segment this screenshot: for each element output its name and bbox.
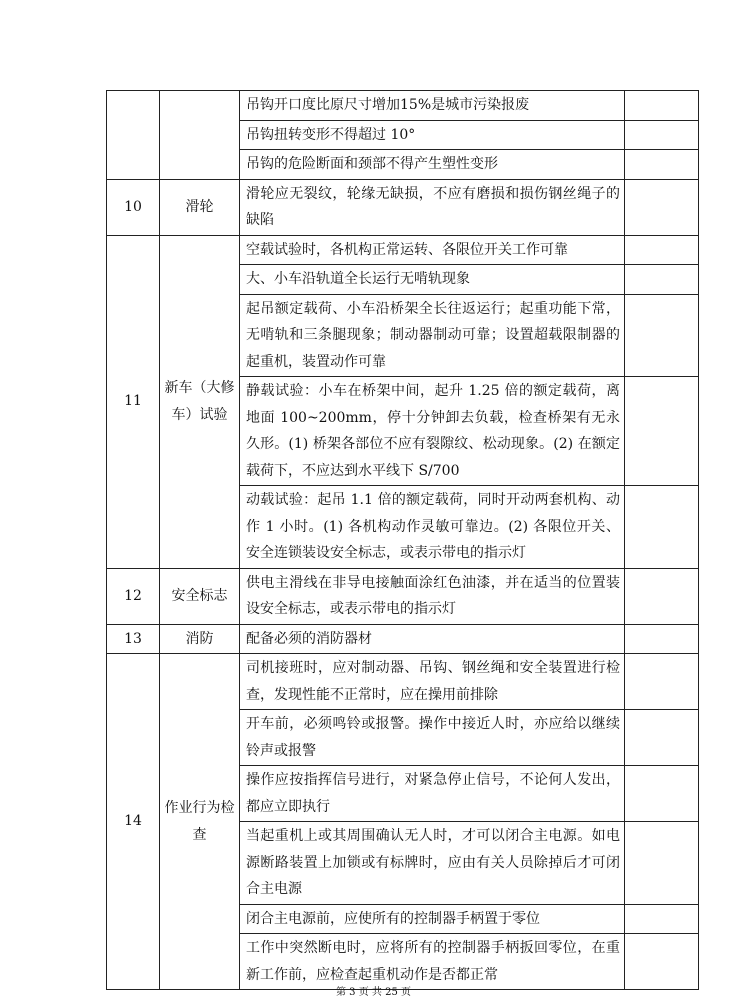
requirement-text: 当起重机上或其周围确认无人时，才可以闭合主电源。如电源断路装置上加锁或有标牌时，应由有关人员除掉后才可闭合主电源 bbox=[240, 822, 625, 905]
check-cell bbox=[625, 904, 699, 934]
check-cell bbox=[625, 294, 699, 377]
table-row bbox=[107, 624, 699, 654]
table-row bbox=[107, 179, 699, 235]
row-number: 10 bbox=[107, 179, 160, 235]
table-row bbox=[107, 568, 699, 624]
check-cell bbox=[625, 654, 699, 710]
row-number bbox=[107, 91, 160, 180]
requirement-text: 吊钩的危险断面和颈部不得产生塑性变形 bbox=[240, 150, 625, 180]
item-name bbox=[160, 91, 240, 180]
row-number: 13 bbox=[107, 624, 160, 654]
check-cell bbox=[625, 710, 699, 766]
requirement-text: 吊钩扭转变形不得超过 10° bbox=[240, 120, 625, 150]
requirement-text: 起吊额定载荷、小车沿桥架全长往返运行；起重功能下常，无啃轨和三条腿现象；制动器制动可靠；设置超载限制器的起重机，装置动作可靠 bbox=[240, 294, 625, 377]
requirement-text: 动载试验：起吊 1.1 倍的额定载荷，同时开动两套机构、动作 1 小时。(1) 各机构动作灵敏可靠边。(2) 各限位开关、安全连锁装设安全标志，或表示带电的指示灯 bbox=[240, 486, 625, 569]
row-number: 14 bbox=[107, 654, 160, 990]
item-name: 安全标志 bbox=[160, 568, 240, 624]
check-cell bbox=[625, 120, 699, 150]
requirement-text: 开车前，必须鸣铃或报警。操作中接近人时，亦应给以继续铃声或报警 bbox=[240, 710, 625, 766]
requirement-text: 滑轮应无裂纹，轮缘无缺损，不应有磨损和损伤钢丝绳子的缺陷 bbox=[240, 179, 625, 235]
page-footer: 第 3 页 共 25 页 bbox=[336, 987, 411, 998]
check-cell bbox=[625, 934, 699, 990]
requirement-text: 操作应按指挥信号进行，对紧急停止信号，不论何人发出，都应立即执行 bbox=[240, 766, 625, 822]
check-cell bbox=[625, 235, 699, 265]
check-cell bbox=[625, 568, 699, 624]
requirement-text: 吊钩开口度比原尺寸增加15%是城市污染报废 bbox=[240, 91, 625, 121]
requirement-text: 工作中突然断电时，应将所有的控制器手柄扳回零位，在重新工作前，应检查起重机动作是否都正常 bbox=[240, 934, 625, 990]
requirement-text: 配备必须的消防器材 bbox=[240, 624, 625, 654]
check-cell bbox=[625, 624, 699, 654]
check-cell bbox=[625, 766, 699, 822]
check-cell bbox=[625, 179, 699, 235]
requirement-text: 静载试验：小车在桥架中间，起升 1.25 倍的额定载荷，离地面 100~200mm，停十分钟卸去负载，检查桥架有无永久形。(1) 桥架各部位不应有裂隙纹、松动现象。(2) 在额定载荷下，不应达到水平线下 S/700 bbox=[240, 377, 625, 486]
requirement-text: 供电主滑线在非导电接触面涂红色油漆，并在适当的位置装设安全标志，或表示带电的指示灯 bbox=[240, 568, 625, 624]
requirement-text: 司机接班时，应对制动器、吊钩、钢丝绳和安全装置进行检查，发现性能不正常时，应在操用前排除 bbox=[240, 654, 625, 710]
requirement-text: 大、小车沿轨道全长运行无啃轨现象 bbox=[240, 265, 625, 295]
table-row bbox=[107, 654, 699, 710]
check-cell bbox=[625, 265, 699, 295]
row-number: 11 bbox=[107, 235, 160, 568]
check-cell bbox=[625, 91, 699, 121]
inspection-table bbox=[106, 90, 699, 990]
item-name: 作业行为检查 bbox=[160, 654, 240, 990]
check-cell bbox=[625, 486, 699, 569]
table-row bbox=[107, 235, 699, 265]
table-row bbox=[107, 91, 699, 121]
requirement-text: 空载试验时，各机构正常运转、各限位开关工作可靠 bbox=[240, 235, 625, 265]
check-cell bbox=[625, 822, 699, 905]
item-name: 滑轮 bbox=[160, 179, 240, 235]
item-name: 新车（大修车）试验 bbox=[160, 235, 240, 568]
item-name: 消防 bbox=[160, 624, 240, 654]
check-cell bbox=[625, 377, 699, 486]
row-number: 12 bbox=[107, 568, 160, 624]
check-cell bbox=[625, 150, 699, 180]
requirement-text: 闭合主电源前，应使所有的控制器手柄置于零位 bbox=[240, 904, 625, 934]
